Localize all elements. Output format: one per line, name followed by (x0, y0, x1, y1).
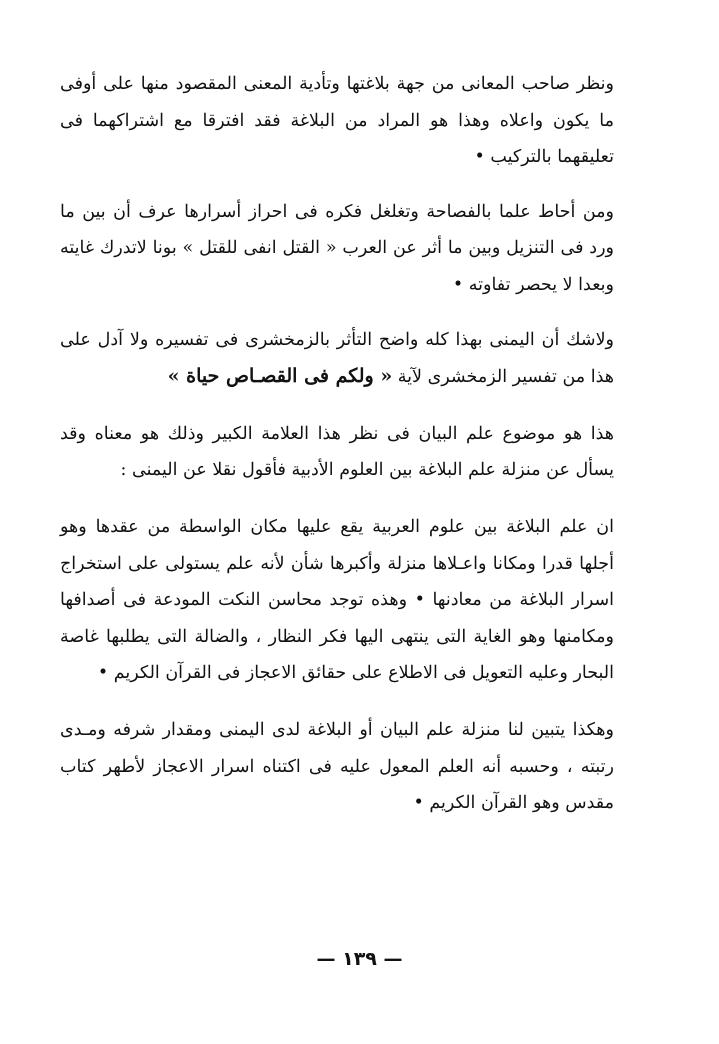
paragraph-1: ونظر صاحب المعانى من جهة بلاغتها وتأدية المعنى المقصود منها على أوفى ما يكون واعلاه وهذا هو المراد من البلاغة فقد افترقا مع اشتراكهما فى تعليقهما بالتركيب • (60, 74, 614, 168)
paragraph-6: وهكذا يتبين لنا منزلة علم البيان أو البلاغة لدى اليمنى ومقدار شرفه ومـدى رتبته ، وحسبه أنه العلم المعول عليه فى اكتناه اسرار الاعجاز لأطهر كتاب مقدس وهو القرآن الكريم • (60, 719, 614, 814)
paragraph-2: ومن أحاط علما بالفصاحة وتغلغل فكره فى احراز أسرارها عرف أن بين ما ورد فى التنزيل وبين ما أثر عن العرب « القتل انفى للقتل » بونا لاتدرك غايته وبعدا لا يحصر تفاوته • (60, 201, 614, 295)
paragraph-3-text: ولاشك أن اليمنى بهذا كله واضح التأثر بالزمخشرى فى تفسيره ولا آدل على هذا من تفسير الزمخشرى لآية (60, 329, 614, 388)
paragraph-3 (60, 322, 614, 396)
paragraph-5: ان علم البلاغة بين علوم العربية يقع عليها مكان الواسطة من عقدها وهو أجلها قدرا ومكانا واعـلاها منزلة وأكبرها شأن لأنه علم يستولى على استخراج اسرار البلاغة من معادنها • وهذه توجد محاسن النكت المودعة فى أصدافها ومكامنها وهو الغاية التى ينتهى اليها فكر النظار ، والضالة التى يطلبها غاصة البحار وعليه التعويل فى الاطلاع على حقائق الاعجاز فى القرآن الكريم • (60, 516, 614, 684)
quoted-verse: « ولكم فى القصـاص حياة » (167, 365, 393, 388)
body-text (60, 66, 614, 822)
paragraph-4: هذا هو موضوع علم البيان فى نظر هذا العلامة الكبير وذلك هو معناه وقد يسأل عن منزلة علم البلاغة بين العلوم الأدبية فأقول نقلا عن اليمنى : (60, 423, 614, 481)
page-number: — ١٣٩ — (316, 948, 403, 970)
